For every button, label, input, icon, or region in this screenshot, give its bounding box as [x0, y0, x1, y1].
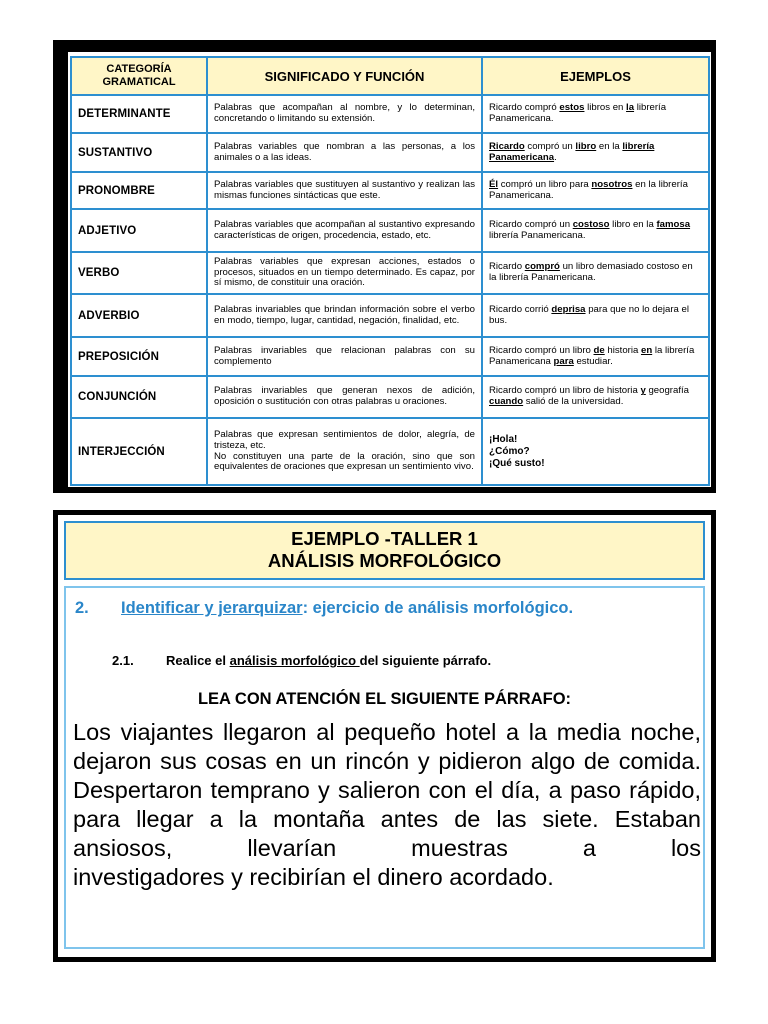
example-text: Ricardo — [489, 261, 525, 273]
example-text: . — [554, 151, 557, 163]
category-name: ADJETIVO — [71, 209, 207, 252]
table-row — [71, 337, 709, 376]
header-examples: EJEMPLOS — [482, 57, 709, 95]
paragraph-last-line: investigadores y recibirían el dinero acordado. — [73, 864, 554, 890]
example-text: geografía — [645, 385, 690, 397]
example-text: compró un — [524, 140, 576, 152]
example-highlight: deprisa — [551, 303, 586, 315]
example-text: salió de la universidad. — [523, 396, 624, 407]
example-text: librería Panamericana. — [489, 229, 586, 241]
category-name: VERBO — [71, 252, 207, 294]
category-example — [482, 209, 709, 252]
meaning-text: Palabras variables que expresan acciones, estados o procesos, situados en un tiempo determinado. Es capaz, por sí mismo, de constituir una oración. — [214, 256, 475, 289]
interjection-example: ¿Cómo? — [489, 445, 530, 457]
example-text: en la librería Panamericana. — [489, 178, 688, 201]
example-highlight: de — [593, 344, 605, 356]
meaning-text: Palabras invariables que brindan información sobre el verbo en modo, tiempo, lugar, cantidad, negación, finalidad, etc. — [214, 303, 475, 326]
taller-frame — [53, 510, 716, 962]
meaning-text: Palabras invariables que generan nexos de adición, oposición o sustitución con otras palabras u oraciones. — [214, 385, 475, 407]
example-text: Ricardo compró un — [489, 218, 573, 230]
example-highlight: en — [640, 344, 653, 356]
grammar-categories-table — [70, 56, 710, 486]
sub-exercise — [112, 653, 491, 668]
category-meaning — [207, 418, 482, 485]
example-text: Ricardo compró un libro de historia — [489, 385, 641, 397]
category-name: INTERJECCIÓN — [71, 418, 207, 485]
example-highlight: cuando — [489, 396, 524, 407]
grammar-table-container — [68, 52, 711, 487]
example-text: compró un libro para — [498, 178, 592, 190]
table-row — [71, 294, 709, 337]
table-row — [71, 376, 709, 418]
meaning-text: No constituyen una parte de la oración, sino que son equivalentes de oraciones que expresan un sentimiento vivo. — [214, 450, 475, 473]
paragraph-text: Los viajantes llegaron al pequeño hotel a la media noche, dejaron sus cosas en un rincón y pidieron algo de comida. Despertaron temprano y salieron con el día, a paso rápido, para llegar a la montaña antes de las siete. Estaban ansiosos, llevarían muestras a los — [73, 719, 701, 861]
interjection-example: ¡Hola! — [489, 433, 518, 445]
category-meaning — [207, 294, 482, 337]
category-example — [482, 294, 709, 337]
sub-exercise-link[interactable]: análisis morfológico — [229, 653, 360, 668]
example-text: en la — [596, 140, 623, 152]
meaning-text: Palabras variables que acompañan al sustantivo expresando características de origen, procedencia, estado, etc. — [214, 218, 475, 241]
example-highlight: estos — [559, 102, 585, 114]
taller-title-box — [64, 521, 705, 580]
category-meaning — [207, 133, 482, 172]
meaning-text: Palabras que expresan sentimientos de dolor, alegría, de tristeza, etc. — [214, 429, 475, 451]
example-text: Ricardo compró — [489, 102, 560, 114]
example-text: historia — [604, 344, 641, 356]
category-example — [482, 418, 709, 485]
category-name: PREPOSICIÓN — [71, 337, 207, 376]
category-example — [482, 95, 709, 133]
table-row — [71, 95, 709, 133]
instruction-heading: LEA CON ATENCIÓN EL SIGUIENTE PÁRRAFO: — [197, 690, 572, 708]
meaning-text: Palabras variables que sustituyen al sustantivo y realizan las mismas funciones sintácticas que este. — [214, 178, 475, 201]
example-text: libros en — [584, 102, 627, 114]
example-text: Ricardo compró un libro — [489, 344, 594, 356]
example-highlight: libro — [575, 140, 597, 152]
table-row — [71, 172, 709, 209]
example-text: un libro demasiado costoso en la librería Panamericana. — [489, 261, 693, 283]
category-name: PRONOMBRE — [71, 172, 207, 209]
sub-exercise-pre: Realice el — [166, 653, 230, 668]
meaning-text: Palabras variables que nombran a las personas, a los animales o a las ideas. — [214, 140, 475, 163]
example-text: estudiar. — [573, 355, 613, 367]
meaning-text: Palabras invariables que relacionan palabras con su complemento — [214, 344, 475, 367]
example-highlight: librería Panamericana — [489, 140, 655, 163]
example-text: para que no lo dejara el bus. — [489, 303, 690, 326]
taller-subtitle: ANÁLISIS MORFOLÓGICO — [267, 550, 502, 571]
category-name: ADVERBIO — [71, 294, 207, 337]
sub-exercise-number: 2.1. — [112, 653, 134, 668]
header-meaning: SIGNIFICADO Y FUNCIÓN — [207, 57, 482, 95]
interjection-example: ¡Qué susto! — [489, 457, 545, 469]
example-text: Ricardo corrió — [489, 303, 552, 315]
category-meaning — [207, 376, 482, 418]
exercise-text — [121, 598, 695, 619]
taller-content-box — [64, 586, 705, 949]
exercise-number: 2. — [75, 599, 89, 617]
example-highlight: Ricardo — [489, 140, 525, 152]
grammar-table-frame — [53, 40, 716, 493]
example-highlight: costoso — [572, 218, 610, 230]
example-text: la librería Panamericana — [489, 344, 695, 367]
exercise-description: : ejercicio de análisis morfológico. — [302, 599, 574, 617]
example-highlight: para — [553, 355, 574, 367]
category-meaning — [207, 337, 482, 376]
example-highlight: Él — [489, 178, 499, 190]
taller-title: EJEMPLO -TALLER 1 — [291, 528, 478, 549]
meaning-text: Palabras que acompañan al nombre, y lo determinan, concretando o limitando su extensión. — [214, 102, 475, 124]
table-row — [71, 133, 709, 172]
example-highlight: la — [626, 102, 635, 114]
example-highlight: y — [640, 385, 646, 397]
taller-container — [58, 515, 711, 957]
category-example — [482, 133, 709, 172]
example-highlight: compró — [524, 261, 560, 273]
category-name: CONJUNCIÓN — [71, 376, 207, 418]
category-example — [482, 337, 709, 376]
category-example — [482, 172, 709, 209]
category-meaning — [207, 172, 482, 209]
table-body — [71, 95, 709, 485]
sub-exercise-post: del siguiente párrafo. — [359, 653, 492, 668]
example-text: librería Panamericana. — [489, 102, 667, 124]
exercise-link[interactable]: Identificar y jerarquizar — [121, 599, 303, 617]
category-example — [482, 376, 709, 418]
category-name: SUSTANTIVO — [71, 133, 207, 172]
example-text: libro en la — [609, 218, 657, 230]
category-meaning — [207, 209, 482, 252]
example-highlight: famosa — [656, 218, 691, 230]
header-category: CATEGORÍA GRAMATICAL — [71, 57, 207, 95]
reading-paragraph — [73, 718, 701, 892]
category-example — [482, 252, 709, 294]
category-meaning — [207, 252, 482, 294]
category-name: DETERMINANTE — [71, 95, 207, 133]
category-meaning — [207, 95, 482, 133]
table-row — [71, 252, 709, 294]
example-highlight: nosotros — [591, 178, 633, 190]
exercise-item — [75, 598, 695, 619]
table-row — [71, 209, 709, 252]
table-row — [71, 418, 709, 485]
